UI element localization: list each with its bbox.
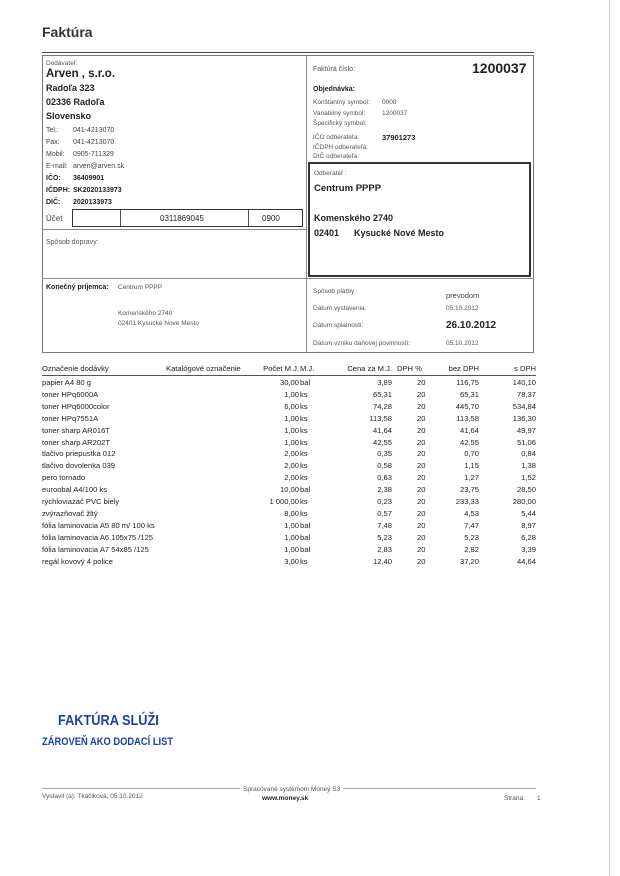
- page-title: Faktúra: [42, 24, 93, 40]
- account-underline: [42, 229, 306, 230]
- cell-name: tlačivo dovolenka 039: [42, 461, 116, 471]
- table-row: [42, 461, 536, 472]
- cell-gross: 6,28: [521, 532, 536, 542]
- final-recipient-street: Komenského 2740: [118, 310, 173, 317]
- cell-qty: 1,00: [284, 544, 299, 554]
- cell-unit: ks: [300, 461, 308, 471]
- table-header: [42, 364, 536, 375]
- cell-qty: 30,00: [279, 378, 299, 387]
- ico-odb-value: 37901273: [382, 133, 416, 142]
- cell-name: euroobal A4/100 ks: [42, 485, 108, 495]
- customer-zip: 02401: [314, 228, 340, 238]
- konst-value: 0008: [382, 99, 397, 106]
- cell-price: 7,48: [377, 520, 392, 530]
- cell-net: 7,47: [464, 520, 479, 530]
- cell-net: 42,55: [459, 437, 479, 447]
- cell-qty: 1,00: [284, 413, 299, 423]
- invoice-number-label: Faktúra číslo:: [313, 66, 356, 73]
- cell-vat: 20: [417, 556, 426, 566]
- cell-qty: 1,00: [284, 389, 299, 399]
- table-row: [42, 533, 536, 544]
- cell-vat: 20: [417, 544, 426, 554]
- tax-date: 05.10.2012: [446, 340, 479, 347]
- cell-price: 2,38: [377, 485, 392, 495]
- konst-label: Konštantný symbol:: [313, 99, 370, 106]
- final-recipient-name: Centrum PPPP: [118, 284, 163, 291]
- dic-odb-label: DIČ odberateľa:: [313, 153, 359, 160]
- cell-unit: ks: [300, 425, 308, 435]
- cell-gross: 1,38: [521, 461, 536, 471]
- cell-qty: 1,00: [284, 437, 299, 447]
- due-label: Dátum splatnosti:: [313, 322, 364, 329]
- table-row: [42, 485, 536, 496]
- cell-name: zvýrazňovač žltý: [42, 508, 98, 518]
- due-date: 26.10.2012: [446, 320, 497, 331]
- cell-net: 5,23: [464, 532, 479, 542]
- customer-city: Kysucké Nové Mesto: [354, 228, 445, 238]
- table-row: [42, 402, 536, 413]
- stamp-line2: ZÁROVEŇ AKO DODACÍ LIST: [42, 736, 174, 748]
- cell-gross: 51,06: [516, 437, 536, 447]
- cell-qty: 1 000,00: [269, 497, 299, 506]
- supplier-email: arven@arven.sk: [73, 163, 125, 170]
- table-row: [42, 438, 536, 449]
- bank-code: 0900: [262, 214, 280, 223]
- cell-name: papier A4 80 g: [42, 378, 91, 387]
- supplier-mobil-label: Mobil:: [46, 151, 65, 158]
- cell-net: 4,53: [464, 508, 479, 518]
- cell-price: 2,83: [377, 544, 392, 554]
- cell-net: 41,64: [459, 425, 479, 435]
- title-rule: [42, 52, 534, 53]
- cell-name: toner HPq6000A: [42, 389, 99, 399]
- cell-net: 445,70: [455, 401, 479, 411]
- cell-net: 0,70: [464, 449, 479, 459]
- table-row: [42, 414, 536, 425]
- supplier-street: Radoľa 323: [46, 83, 95, 93]
- header-catalog: Katalógové označenie: [166, 364, 241, 373]
- footer-page-label: Strana:: [504, 795, 525, 802]
- header-unit: M.J.: [300, 364, 315, 373]
- icdph-odb-label: IČDPH odberateľa:: [313, 144, 369, 151]
- supplier-label: Dodávateľ:: [46, 60, 78, 67]
- cell-net: 113,58: [456, 413, 479, 423]
- cell-gross: 3,39: [521, 544, 536, 554]
- cell-vat: 20: [417, 520, 426, 530]
- cell-name: fólia laminovacia A7 54x85 /125: [42, 544, 149, 554]
- cell-name: toner sharp AR202T: [42, 437, 110, 447]
- footer-page: 1: [537, 795, 541, 802]
- invoice-number: 1200037: [472, 60, 527, 76]
- order-label: Objednávka:: [313, 86, 356, 93]
- supplier-tel-label: Tel.:: [46, 127, 59, 134]
- cell-unit: ks: [300, 556, 308, 566]
- scan-edge: [609, 0, 610, 876]
- cell-vat: 20: [417, 497, 426, 506]
- cell-unit: bal: [300, 485, 311, 495]
- cell-vat: 20: [417, 425, 426, 435]
- cell-vat: 20: [417, 461, 426, 471]
- cell-vat: 20: [417, 485, 426, 495]
- cell-vat: 20: [417, 508, 426, 518]
- cell-net: 65,31: [459, 389, 479, 399]
- cell-unit: bal: [300, 532, 311, 542]
- footer-website[interactable]: www.money.sk: [262, 795, 309, 802]
- cell-qty: 6,00: [284, 401, 299, 411]
- cell-price: 0,35: [377, 449, 392, 459]
- cell-qty: 1,00: [284, 520, 299, 530]
- cell-price: 42,55: [372, 437, 392, 447]
- cell-vat: 20: [417, 437, 426, 447]
- table-header-rule: [42, 375, 536, 376]
- table-row: [42, 473, 536, 484]
- cell-unit: ks: [300, 401, 308, 411]
- cell-qty: 8,00: [284, 508, 299, 518]
- supplier-email-label: E-mail:: [46, 163, 68, 170]
- cell-unit: ks: [300, 413, 308, 423]
- footer-processed: Spracované systémom Money S3: [240, 786, 343, 793]
- cell-gross: 5,44: [521, 508, 536, 518]
- supplier-country: Slovensko: [46, 111, 92, 121]
- supplier-tel: 041-4213070: [73, 127, 115, 134]
- cell-net: 37,20: [459, 556, 479, 566]
- cell-name: toner HPq7551A: [42, 413, 99, 423]
- cell-gross: 280,00: [512, 497, 536, 506]
- cell-qty: 1,00: [284, 425, 299, 435]
- cell-vat: 20: [417, 401, 426, 411]
- table-row: [42, 497, 536, 508]
- issued-date: 05.10.2012: [446, 305, 479, 312]
- account-divider-2: [248, 210, 249, 226]
- customer-label: Odberateľ :: [314, 170, 347, 177]
- stamp-line1: FAKTÚRA SLÚŽI: [58, 712, 159, 729]
- table-row: [42, 390, 536, 401]
- payment-method: prevodom: [446, 291, 480, 300]
- cell-gross: 44,64: [516, 556, 536, 566]
- supplier-dic-label: DIČ:: [46, 199, 61, 206]
- account-divider-1: [120, 210, 121, 226]
- cell-price: 5,23: [377, 532, 392, 542]
- cell-name: fólia laminovacia A6 105x75 /125: [42, 532, 154, 542]
- cell-gross: 78,37: [516, 389, 536, 399]
- cell-qty: 10,00: [279, 485, 299, 495]
- cell-qty: 3,00: [284, 556, 299, 566]
- tax-date-label: Dátum vzniku daňovej povinnosti:: [313, 340, 410, 347]
- supplier-dic: 2020133973: [73, 199, 112, 206]
- supplier-ico: 36409901: [73, 175, 105, 182]
- cell-name: toner sharp AR016T: [42, 425, 110, 435]
- header-qty: Počet M.J.: [263, 364, 299, 373]
- account-number: 0311869045: [160, 214, 204, 223]
- cell-net: 1,27: [464, 473, 479, 483]
- cell-price: 0,23: [377, 497, 392, 506]
- cell-price: 65,31: [372, 389, 392, 399]
- cell-unit: bal: [300, 378, 311, 387]
- cell-price: 0,57: [377, 508, 392, 518]
- cell-vat: 20: [417, 413, 426, 423]
- cell-name: regál kovový 4 police: [42, 556, 113, 566]
- customer-street: Komenského 2740: [314, 213, 394, 223]
- header-vertical-divider: [306, 55, 307, 353]
- header-gross: s DPH: [514, 364, 536, 373]
- cell-vat: 20: [417, 473, 426, 483]
- cell-unit: bal: [300, 544, 311, 554]
- supplier-mobil: 0905-711329: [73, 151, 114, 158]
- table-row: [42, 509, 536, 520]
- cell-qty: 1,00: [284, 532, 299, 542]
- cell-qty: 2,00: [284, 449, 299, 459]
- cell-vat: 20: [417, 449, 426, 459]
- ico-odb-label: IČO odberateľa:: [313, 134, 360, 141]
- cell-name: tlačivo priepustka 012: [42, 449, 116, 459]
- cell-gross: 1,52: [521, 473, 536, 483]
- payment-method-label: Spôsob platby:: [313, 288, 357, 295]
- cell-unit: bal: [300, 520, 311, 530]
- supplier-fax-label: Fax:: [46, 139, 60, 146]
- cell-net: 23,75: [459, 485, 479, 495]
- header-vat: DPH %: [397, 364, 422, 373]
- final-recipient-city: 02401 Kysucké Nové Mesto: [118, 320, 199, 327]
- supplier-icdph-label: IČDPH:: [46, 187, 71, 194]
- header-name: Označenie dodávky: [42, 364, 109, 373]
- cell-unit: ks: [300, 437, 308, 447]
- cell-gross: 0,84: [521, 449, 536, 459]
- footer-issued-by: Vystavil (a): Tkáčiková, 05.10.2012: [42, 793, 143, 800]
- supplier-city: 02336 Radoľa: [46, 97, 105, 107]
- cell-price: 41,64: [372, 425, 392, 435]
- cell-vat: 20: [417, 532, 426, 542]
- table-row: [42, 545, 536, 556]
- spec-label: Špecifický symbol:: [313, 120, 367, 127]
- supplier-fax: 041-4213070: [73, 139, 115, 146]
- transport-label: Spôsob dopravy:: [46, 239, 99, 246]
- table-row: [42, 378, 536, 389]
- issued-label: Dátum vystavenia:: [313, 305, 367, 312]
- cell-price: 74,28: [372, 401, 392, 411]
- cell-unit: ks: [300, 497, 308, 506]
- table-row: [42, 449, 536, 460]
- header-horizontal-divider: [42, 278, 534, 279]
- var-label: Variabilný symbol:: [313, 110, 366, 117]
- cell-price: 0,58: [377, 461, 392, 471]
- cell-price: 113,58: [369, 413, 392, 423]
- cell-price: 0,63: [377, 473, 392, 483]
- supplier-ico-label: IČO:: [46, 175, 61, 182]
- header-price: Cena za M.J.: [347, 364, 392, 373]
- cell-qty: 2,00: [284, 473, 299, 483]
- cell-name: toner HPq6000color: [42, 401, 110, 411]
- cell-vat: 20: [417, 378, 426, 387]
- cell-unit: ks: [300, 389, 308, 399]
- final-recipient-label: Konečný príjemca:: [46, 284, 109, 291]
- account-label: Účet: [46, 214, 63, 223]
- cell-gross: 534,84: [512, 401, 536, 411]
- cell-net: 1,15: [464, 461, 479, 471]
- cell-net: 2,82: [464, 544, 479, 554]
- cell-gross: 49,97: [516, 425, 536, 435]
- table-row: [42, 426, 536, 437]
- var-value: 1200037: [382, 110, 408, 117]
- cell-price: 12,40: [372, 556, 392, 566]
- table-row: [42, 557, 536, 568]
- supplier-name: Arven , s.r.o.: [46, 68, 116, 80]
- table-row: [42, 521, 536, 532]
- cell-price: 3,89: [377, 378, 392, 387]
- cell-unit: ks: [300, 508, 308, 518]
- cell-qty: 2,00: [284, 461, 299, 471]
- cell-gross: 136,30: [512, 413, 536, 423]
- cell-gross: 28,50: [516, 485, 536, 495]
- cell-name: pero tornado: [42, 473, 86, 483]
- cell-gross: 140,10: [512, 378, 536, 387]
- cell-unit: ks: [300, 473, 308, 483]
- cell-net: 233,33: [455, 497, 479, 506]
- supplier-icdph: SK2020133973: [73, 187, 122, 194]
- cell-gross: 8,97: [521, 520, 536, 530]
- header-net: bez DPH: [448, 364, 479, 373]
- cell-vat: 20: [417, 389, 426, 399]
- cell-name: rýchloviazač PVC biely: [42, 497, 120, 506]
- cell-name: fólia laminovacia A5 80 m/ 100 ks: [42, 520, 155, 530]
- customer-name: Centrum PPPP: [314, 183, 382, 194]
- cell-net: 116,75: [456, 378, 479, 387]
- cell-unit: ks: [300, 449, 308, 459]
